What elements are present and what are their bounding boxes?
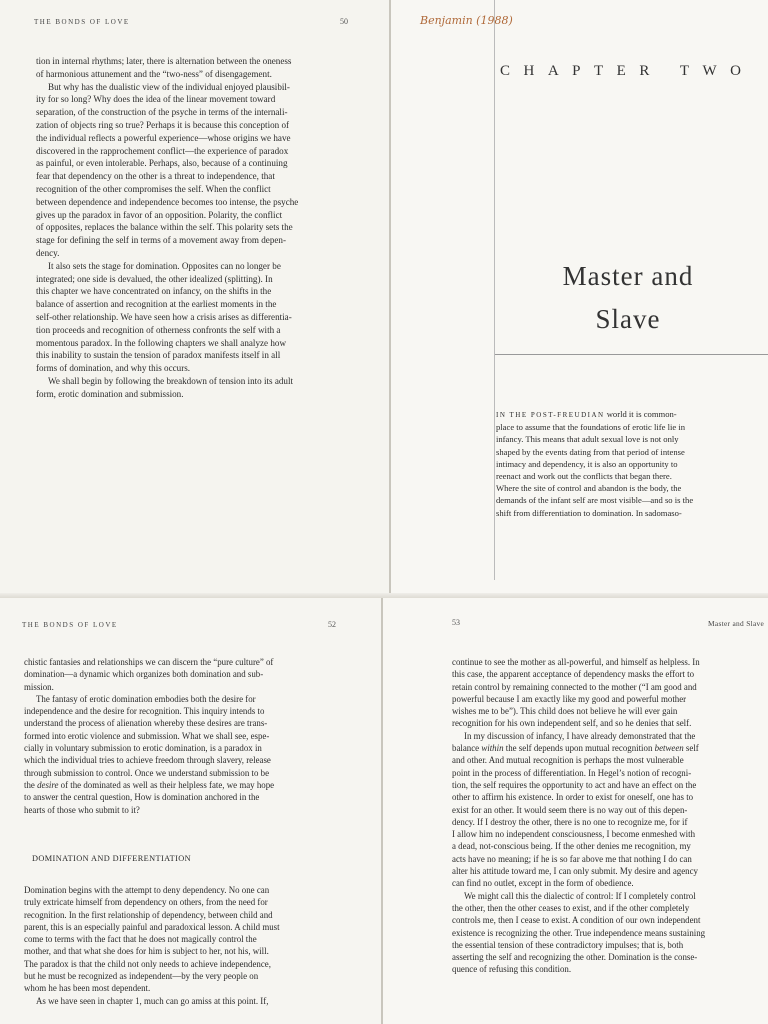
text-line: mission. <box>24 681 54 692</box>
title-rule <box>495 354 768 355</box>
chapter-opening-text <box>496 408 693 519</box>
text-line: continue to see the mother as all-powerful, and himself as helpless. In <box>452 657 700 667</box>
text-line: which the individual tries to achieve freedom through slavery, release <box>24 755 271 766</box>
text-line: of harmonious attunement and the “two-ness” of disengagement. <box>36 68 272 79</box>
chapter-title-line: Master and <box>562 261 694 291</box>
text-fragment: the <box>24 779 38 790</box>
text-line: to answer the central question, How is domination anchored in the <box>24 792 260 803</box>
text-line: integrated; one side is devalued, the other idealized (splitting). In <box>36 273 273 284</box>
text-line: domination—a dynamic which organizes both domination and sub- <box>24 669 264 680</box>
page-53 <box>382 598 768 1024</box>
text-line: dency. If I destroy the other, there is no one to recognize me, for if <box>452 816 688 827</box>
text-line: ity for so long? Why does the idea of the linear movement toward <box>36 94 276 105</box>
body-text <box>36 55 298 401</box>
text-line: can find no outlet, except in the form of obedience. <box>452 878 634 889</box>
text-line: infancy. This means that adult sexual love is not only <box>496 434 679 445</box>
spine-gutter <box>381 598 383 1024</box>
text-line: but he must be recognized as independent—by the very people on <box>24 971 259 982</box>
text-line: reenact and work out the conflicts that began there. <box>496 471 672 482</box>
text-line: cially in voluntary submission to erotic domination, is a paradox in <box>24 743 262 754</box>
chapter-label: CHAPTER TWO <box>500 63 755 79</box>
text-line: demands of the infant self are most visible—and so is the <box>496 495 694 506</box>
italic-word: within <box>481 743 504 754</box>
text-line: mother, and that what she does for him is subject to her, not his, will. <box>24 946 269 957</box>
running-head: Master and Slave <box>708 619 765 628</box>
text-line: shift from differentiation to domination. In sadomaso- <box>496 507 682 518</box>
text-line: balance of assertion and recognition at the earliest moments in the <box>36 299 277 310</box>
text-line <box>24 779 274 791</box>
running-head: THE BONDS OF LOVE <box>22 621 118 629</box>
text-line: recognition. In the first relationship of dependency, between child and <box>24 909 273 920</box>
text-line: As we have seen in chapter 1, much can go amiss at this point. If, <box>36 995 269 1006</box>
text-line: this case, the apparent acceptance of dependency masks the effort to <box>452 669 695 680</box>
text-line: Where the site of control and abandon is the body, the <box>496 483 682 494</box>
text-line: as painful, or even intolerable. Perhaps, also, because of a continuing <box>36 158 288 169</box>
text-line: wishes me to be”). This child does not believe he will ever gain <box>452 706 678 717</box>
body-text <box>452 656 705 976</box>
text-line: the individual reflects a powerful experience—whose origins we have <box>36 132 291 143</box>
page-number: 50 <box>340 17 348 26</box>
italic-word: desire <box>37 779 59 790</box>
lead-in-small-caps: IN THE POST-FREUDIAN <box>496 411 605 419</box>
section-heading: DOMINATION AND DIFFERENTIATION <box>32 854 192 863</box>
text-line: We shall begin by following the breakdown of tension into its adult <box>48 375 294 386</box>
page-51 <box>390 0 768 598</box>
text-line: exist for an other. It would seem there is no way out of this depen- <box>452 804 688 815</box>
text-line: Domination begins with the attempt to deny dependency. No one can <box>24 885 270 895</box>
text-line: tion, the self requires the opportunity to act and have an effect on the <box>452 779 697 790</box>
body-text <box>24 884 280 1007</box>
text-line: forms of domination, and why this occurs. <box>36 363 191 374</box>
text-line: discovered in the rapprochement conflict—the experience of paradox <box>36 145 289 156</box>
text-line: of opposites, replaces the balance within the self. This polarity sets the <box>36 222 293 233</box>
text-line: this inability to sustain the tension of paradox manifests itself in all <box>36 350 281 361</box>
text-line: chistic fantasies and relationships we can discern the “pure culture” of <box>24 657 274 667</box>
text-line: recognition for his own independent self, and so he denies that self. <box>452 718 692 729</box>
text-line: We might call this the dialectic of control: If I completely control <box>464 890 696 901</box>
text-line: through submission to control. Once we understand submission to be <box>24 767 270 778</box>
text-line: recognition of the other compromises the self. When the conflict <box>36 183 271 194</box>
page-number: 52 <box>328 620 336 629</box>
text-line: truly extricate himself from dependency on others, from the need for <box>24 897 268 908</box>
text-line: In my discussion of infancy, I have already demonstrated that the <box>464 730 696 741</box>
text-line: But why has the dualistic view of the individual enjoyed plausibil- <box>48 81 290 92</box>
page-50 <box>0 0 390 598</box>
text-line <box>452 742 705 754</box>
text-line: tion proceeds and recognition of otherness confronts the self with a <box>36 324 281 335</box>
text-line: It also sets the stage for domination. Opposites can no longer be <box>48 260 281 271</box>
text-line: separation, of the construction of the psyche in terms of the internali- <box>36 107 288 118</box>
page-52 <box>0 598 382 1024</box>
text-line: zation of objects ring so true? Perhaps it is because this conception of <box>36 119 290 130</box>
text-line: whom he has been most dependent. <box>24 983 151 994</box>
text-line: come to terms with the fact that he does not magically control the <box>24 934 257 945</box>
running-head: THE BONDS OF LOVE <box>34 18 130 26</box>
text-line: independence and the desire for recognition. This inquiry intends to <box>24 706 265 717</box>
text-line: momentous paradox. In the following chapters we shall analyze how <box>36 337 287 348</box>
text-fragment: the self depends upon mutual recognition <box>503 743 655 754</box>
text-line: tion in internal rhythms; later, there is alternation between the oneness <box>36 56 292 66</box>
chapter-title-line: Slave <box>595 304 661 334</box>
text-fragment: self <box>683 743 699 754</box>
text-line: shaped by the events dating from that period of intense <box>496 446 685 457</box>
text-line: place to assume that the foundations of erotic life lie in <box>496 422 686 433</box>
text-line: gives up the paradox in favor of an opposition. Polarity, the conflict <box>36 209 283 220</box>
handwritten-note: Benjamin (1988) <box>420 14 513 27</box>
text-line <box>496 408 693 421</box>
text-line: the other, then the other ceases to exist, and if the other completely <box>452 902 690 913</box>
text-line: formed into erotic violence and submission. What we shall see, espe- <box>24 730 270 741</box>
text-line: quence of refusing this condition. <box>452 964 572 975</box>
text-line: self-other relationship. We have seen how a crisis arises as differentia- <box>36 311 292 322</box>
text-line: a dead, not-conscious being. If the other denies me recognition, my <box>452 841 691 852</box>
text-line: hearts of those who submit to it? <box>24 804 140 815</box>
text-line: I allow him no independent consciousness, I become enmeshed with <box>452 829 696 840</box>
text-fragment: balance <box>452 743 482 754</box>
body-text <box>24 656 274 816</box>
text-line: understand the process of alienation whereby these desires are trans- <box>24 718 268 729</box>
text-line: the essential tension of these contradictory impulses; that is, both <box>452 939 684 950</box>
text-line: parent, this is an especially painful and paradoxical lesson. A child must <box>24 921 280 932</box>
page-number: 53 <box>452 618 460 627</box>
text-line: existence is recognizing the other. True independence means sustaining <box>452 927 706 938</box>
text-line: intimacy and dependency, it is also an opportunity to <box>496 458 678 469</box>
text-line: The fantasy of erotic domination embodies both the desire for <box>36 693 256 704</box>
text-line: and other. And mutual recognition is perhaps the most vulnerable <box>452 755 684 766</box>
margin-rule <box>494 0 495 580</box>
text-line: powerful because I am exactly like my good and powerful mother <box>452 693 687 704</box>
text-line: controls me, then I cease to exist. A condition of our own independent <box>452 915 701 926</box>
text-line: alter his attitude toward me, I can only submit. My desire and agency <box>452 866 698 877</box>
text-line: form, erotic domination and submission. <box>36 388 184 399</box>
text-line: other to affirm his existence. In order to exist for oneself, one has to <box>452 792 694 803</box>
text-fragment: of the dominated as well as their helpless fate, we may hope <box>58 779 275 790</box>
text-line: dency. <box>36 247 60 258</box>
text-line: asserting the self and recognizing the other. Domination is the conse- <box>452 952 698 963</box>
text-line: point in the process of differentiation. In Hegel’s notion of recogni- <box>452 767 692 778</box>
text-line: acts have no meaning; if he is so far above me that nothing I do can <box>452 853 692 864</box>
italic-word: between <box>654 743 684 754</box>
text-line: between dependence and independence becomes too intense, the psyche <box>36 196 299 207</box>
text-line: fear that dependency on the other is a threat to independence, that <box>36 171 275 182</box>
text-line: retain control by remaining connected to the mother (“I am good and <box>452 681 697 692</box>
chapter-title <box>528 255 728 341</box>
spine-gutter <box>389 0 391 596</box>
text-line: stage for defining the self in terms of a movement away from depen- <box>36 235 286 246</box>
text-line: The paradox is that the child not only needs to achieve independence, <box>24 958 271 969</box>
text-line: this chapter we have concentrated on infancy, on the shifts in the <box>36 286 272 297</box>
text-fragment: world it is common- <box>604 409 677 419</box>
